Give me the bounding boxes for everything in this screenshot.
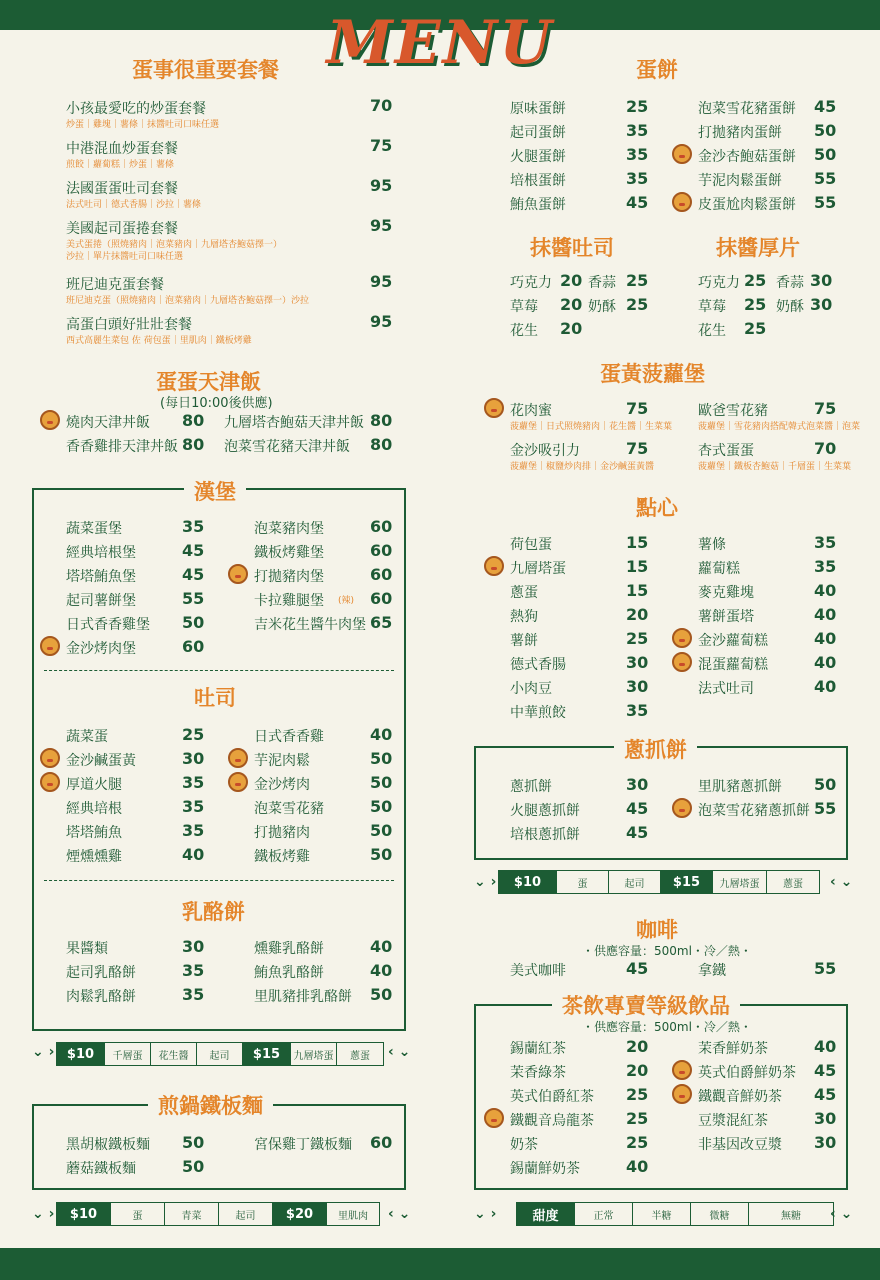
item-name: 法式吐司 [698, 681, 754, 697]
item-price: 35 [182, 961, 205, 980]
item-name: 錫蘭鮮奶茶 [510, 1161, 580, 1177]
item-price: 50 [814, 145, 837, 164]
item-name: 金沙杏鮑菇蛋餅 [698, 149, 796, 165]
chevron-icon: ‹ ⌄ [830, 874, 853, 890]
item-name: 黑胡椒鐵板麵 [66, 1137, 150, 1153]
addon-option: 起司 [609, 871, 661, 893]
item-price: 30 [182, 937, 205, 956]
item-name: 蔬菜蛋堡 [66, 521, 122, 537]
set-name: 高蛋白頭好壯壯套餐 [66, 317, 192, 333]
addon-option: 蛋 [111, 1203, 165, 1225]
item-name: 草莓 [698, 299, 726, 315]
item-name: 茉香綠茶 [510, 1065, 566, 1081]
item-name: 蔬菜蛋 [66, 729, 108, 745]
item-name: 鐵觀音鮮奶茶 [698, 1089, 782, 1105]
item-price: 50 [370, 797, 393, 816]
toast-title: 吐司 [194, 686, 236, 710]
item-price: 40 [814, 629, 837, 648]
item-name: 金沙烤肉堡 [66, 641, 136, 657]
item-name: 泡菜豬肉堡 [254, 521, 324, 537]
item-name: 英式伯爵鮮奶茶 [698, 1065, 796, 1081]
item-price: 30 [182, 749, 205, 768]
item-name: 茉香鮮奶茶 [698, 1041, 768, 1057]
addon-option: 起司 [219, 1203, 273, 1225]
item-name: 蘑菇鐵板麵 [66, 1161, 136, 1177]
item-price: 45 [814, 1085, 837, 1104]
addon-options-1 [56, 1042, 384, 1066]
item-name: 歐爸雪花豬 [698, 403, 768, 419]
set-desc: 沙拉｜單片抹醬吐司口味任選 [66, 252, 184, 262]
set-name: 美國起司蛋捲套餐 [66, 221, 178, 237]
set-price: 95 [370, 312, 393, 331]
item-name: 錫蘭紅茶 [510, 1041, 566, 1057]
item-name: 熱狗 [510, 609, 538, 625]
item-price: 25 [626, 629, 649, 648]
item-name: 香香雞排天津丼飯 [66, 439, 178, 455]
set-desc: 煎餃｜蘿蔔糕｜炒蛋｜薯條 [66, 160, 175, 170]
chevron-icon: ⌄ › [32, 1044, 55, 1060]
addon-option: 里肌肉 [338, 1210, 368, 1222]
item-desc: 菠蘿堡｜雪花豬肉搭配韓式泡菜醬｜泡菜 [698, 422, 861, 432]
coffee-title: 咖啡 [636, 918, 678, 942]
item-price: 35 [626, 169, 649, 188]
egg-mascot-icon [672, 1084, 692, 1104]
item-price: 35 [814, 533, 837, 552]
item-price: 40 [626, 1157, 649, 1176]
item-desc: 菠蘿堡｜椒鹽炒肉排｜金沙鹹蛋黃醬 [510, 462, 655, 472]
item-price: 60 [370, 1133, 393, 1152]
item-price: 35 [182, 773, 205, 792]
item-price: 30 [814, 1109, 837, 1128]
item-price: 20 [560, 319, 583, 338]
egg-mascot-icon [672, 798, 692, 818]
egg-mascot-icon [40, 410, 60, 430]
item-price: 20 [626, 605, 649, 624]
addon-option: 九層塔蛋 [713, 871, 767, 893]
item-name: 拿鐵 [698, 963, 726, 979]
item-name: 日式香香雞堡 [66, 617, 150, 633]
item-price: 50 [370, 845, 393, 864]
chevron-icon: ⌄ › [474, 1206, 497, 1222]
item-price: 60 [370, 517, 393, 536]
item-price: 60 [370, 541, 393, 560]
item-name: 燒肉天津丼飯 [66, 415, 150, 431]
item-name: 泡菜雪花豬蛋餅 [698, 101, 796, 117]
item-name: 花肉蜜 [510, 403, 552, 419]
addon-options-2 [56, 1202, 380, 1226]
noodle-title: 煎鍋鐵板麵 [148, 1090, 273, 1120]
item-price: 45 [182, 541, 205, 560]
item-price: 30 [814, 1133, 837, 1152]
item-price: 35 [626, 121, 649, 140]
sugar-option: 正常 [575, 1203, 633, 1225]
egg-mascot-icon [484, 1108, 504, 1128]
item-name: 香蒜 [776, 275, 804, 291]
sets-title: 蛋事很重要套餐 [132, 58, 279, 82]
set-price: 70 [370, 96, 393, 115]
item-price: 35 [814, 557, 837, 576]
item-name: 金沙烤肉 [254, 777, 310, 793]
item-price: 25 [626, 97, 649, 116]
item-price: 45 [182, 565, 205, 584]
item-price: 20 [560, 271, 583, 290]
item-price: 15 [626, 533, 649, 552]
item-price: 25 [626, 1109, 649, 1128]
item-price: 30 [810, 271, 833, 290]
item-price: 45 [814, 1061, 837, 1080]
item-name: 經典培根 [66, 801, 122, 817]
item-name: 混蛋蘿蔔糕 [698, 657, 768, 673]
item-price: 55 [814, 799, 837, 818]
item-price: 55 [814, 959, 837, 978]
sugar-option: 半糖 [633, 1203, 691, 1225]
item-price: 50 [182, 1133, 205, 1152]
item-name: 薯餅 [510, 633, 538, 649]
item-price: 15 [626, 557, 649, 576]
item-name: 鮪魚蛋餅 [510, 197, 566, 213]
sugar-option: 無糖 [781, 1210, 801, 1222]
item-price: 25 [744, 319, 767, 338]
addon-option: 九層塔蛋 [291, 1043, 337, 1065]
item-name: 起司蛋餅 [510, 125, 566, 141]
item-price: 15 [626, 581, 649, 600]
item-name: 厚道火腿 [66, 777, 122, 793]
item-desc: 菠蘿堡｜鐵板杏鮑菇｜千層蛋｜生菜葉 [698, 462, 852, 472]
set-name: 小孩最愛吃的炒蛋套餐 [66, 101, 206, 117]
set-desc: 西式高麗生菜包 佐 荷包蛋｜里肌肉｜鐵板烤雞 [66, 336, 252, 346]
addon-price: $10 [57, 1203, 111, 1225]
item-price: 50 [182, 1157, 205, 1176]
bottom-bar [0, 1248, 880, 1280]
item-price: 40 [370, 937, 393, 956]
item-price: 75 [814, 399, 837, 418]
item-name: 里肌豬排乳酪餅 [254, 989, 352, 1005]
item-name: 金沙鹹蛋黃 [66, 753, 136, 769]
item-price: 40 [370, 961, 393, 980]
item-tag: (辣) [338, 596, 355, 606]
item-name: 杏式蛋蛋 [698, 443, 754, 459]
item-name: 煙燻燻雞 [66, 849, 122, 865]
item-price: 50 [370, 773, 393, 792]
item-name: 里肌豬蔥抓餅 [698, 779, 782, 795]
item-name: 鮪魚乳酪餅 [254, 965, 324, 981]
item-price: 40 [814, 605, 837, 624]
scallion-title: 蔥抓餅 [614, 734, 697, 764]
item-name: 鐵板烤雞 [254, 849, 310, 865]
item-name: 鐵板烤雞堡 [254, 545, 324, 561]
egg-mascot-icon [228, 772, 248, 792]
addon-price: $20 [273, 1203, 327, 1225]
item-name: 德式香腸 [510, 657, 566, 673]
item-name: 塔塔鮪魚 [66, 825, 122, 841]
item-price: 40 [182, 845, 205, 864]
item-name: 中華煎餃 [510, 705, 566, 721]
item-name: 泡菜雪花豬天津丼飯 [224, 439, 350, 455]
item-price: 50 [370, 749, 393, 768]
item-price: 25 [744, 295, 767, 314]
item-name: 卡拉雞腿堡 [254, 593, 324, 609]
item-name: 蔥抓餅 [510, 779, 552, 795]
tea-title: 茶飲專賣等級飲品 [552, 990, 740, 1020]
item-price: 80 [370, 411, 393, 430]
item-name: 巧克力 [698, 275, 740, 291]
tea-note: ・供應容量：500ml・冷／熱・ [582, 1020, 752, 1034]
item-name: 日式香香雞 [254, 729, 324, 745]
item-price: 25 [626, 1085, 649, 1104]
sugar-option: 微糖 [691, 1203, 749, 1225]
item-price: 40 [814, 1037, 837, 1056]
item-name: 蘿蔔糕 [698, 561, 740, 577]
item-name: 培根蔥抓餅 [510, 827, 580, 843]
tianjin-note: (每日10:00後供應) [160, 396, 273, 411]
item-name: 金沙吸引力 [510, 443, 580, 459]
item-name: 芋泥肉鬆 [254, 753, 310, 769]
item-price: 40 [814, 653, 837, 672]
addon-option: 蔥蛋 [350, 1050, 370, 1062]
item-price: 35 [182, 797, 205, 816]
item-name: 塔塔鮪魚堡 [66, 569, 136, 585]
item-name: 英式伯爵紅茶 [510, 1089, 594, 1105]
set-price: 95 [370, 272, 393, 291]
item-price: 30 [626, 775, 649, 794]
item-price: 40 [814, 581, 837, 600]
item-price: 35 [182, 985, 205, 1004]
egg-mascot-icon [40, 636, 60, 656]
egg-mascot-icon [484, 398, 504, 418]
item-price: 40 [370, 725, 393, 744]
mtoast-title: 抹醬吐司 [530, 236, 614, 260]
item-price: 50 [370, 821, 393, 840]
item-price: 75 [626, 439, 649, 458]
chevron-icon: ‹ ⌄ [388, 1044, 411, 1060]
yolk-title: 蛋黃菠蘿堡 [600, 362, 705, 386]
set-name: 中港混血炒蛋套餐 [66, 141, 178, 157]
item-name: 九層塔蛋 [510, 561, 566, 577]
item-name: 麥克雞塊 [698, 585, 754, 601]
item-name: 肉鬆乳酪餅 [66, 989, 136, 1005]
egg-mascot-icon [228, 748, 248, 768]
item-name: 打拋豬肉蛋餅 [698, 125, 782, 141]
chevron-icon: ‹ ⌄ [388, 1206, 411, 1222]
sugar-label: 甜度 [517, 1203, 575, 1225]
item-price: 25 [744, 271, 767, 290]
item-name: 起司乳酪餅 [66, 965, 136, 981]
pancake-title: 蛋餅 [636, 58, 678, 82]
item-price: 50 [814, 775, 837, 794]
item-name: 花生 [698, 323, 726, 339]
item-name: 泡菜雪花豬 [254, 801, 324, 817]
item-price: 45 [626, 823, 649, 842]
egg-mascot-icon [672, 1060, 692, 1080]
egg-mascot-icon [484, 556, 504, 576]
addon-option: 花生醬 [151, 1043, 197, 1065]
divider [44, 670, 394, 671]
egg-mascot-icon [672, 192, 692, 212]
egg-mascot-icon [40, 772, 60, 792]
item-price: 25 [626, 1133, 649, 1152]
item-price: 40 [814, 677, 837, 696]
item-name: 打拋豬肉堡 [254, 569, 324, 585]
item-name: 金沙蘿蔔糕 [698, 633, 768, 649]
item-price: 60 [182, 637, 205, 656]
item-price: 30 [626, 677, 649, 696]
item-price: 20 [626, 1037, 649, 1056]
item-name: 豆漿混紅茶 [698, 1113, 768, 1129]
addon-price: $15 [661, 871, 713, 893]
coffee-note: ・供應容量：500ml・冷／熱・ [582, 944, 752, 958]
item-name: 香蒜 [588, 275, 616, 291]
item-name: 薯餅蛋塔 [698, 609, 754, 625]
item-price: 60 [370, 589, 393, 608]
item-price: 35 [626, 701, 649, 720]
item-name: 經典培根堡 [66, 545, 136, 561]
chevron-icon: ⌄ › [474, 874, 497, 890]
item-name: 果醬類 [66, 941, 108, 957]
item-price: 60 [370, 565, 393, 584]
item-name: 奶茶 [510, 1137, 538, 1153]
item-name: 燻雞乳酪餅 [254, 941, 324, 957]
addon-price: $10 [499, 871, 557, 893]
item-price: 55 [182, 589, 205, 608]
addon-option: 千層蛋 [105, 1043, 151, 1065]
item-desc: 菠蘿堡｜日式照燒豬肉｜花生醬｜生菜葉 [510, 422, 673, 432]
item-name: 奶酥 [588, 299, 616, 315]
item-price: 65 [370, 613, 393, 632]
item-name: 美式咖啡 [510, 963, 566, 979]
item-name: 小肉豆 [510, 681, 552, 697]
item-price: 35 [182, 821, 205, 840]
set-price: 95 [370, 176, 393, 195]
item-name: 荷包蛋 [510, 537, 552, 553]
item-price: 35 [182, 517, 205, 536]
item-name: 泡菜雪花豬蔥抓餅 [698, 803, 810, 819]
item-name: 巧克力 [510, 275, 552, 291]
item-price: 80 [182, 435, 205, 454]
item-price: 50 [814, 121, 837, 140]
item-price: 50 [182, 613, 205, 632]
item-name: 非基因改豆漿 [698, 1137, 782, 1153]
item-price: 45 [626, 799, 649, 818]
divider [44, 880, 394, 881]
item-price: 55 [814, 193, 837, 212]
item-name: 芋泥肉鬆蛋餅 [698, 173, 782, 189]
item-price: 50 [370, 985, 393, 1004]
set-desc: 法式吐司｜德式香腸｜沙拉｜薯條 [66, 200, 202, 210]
menu-logo: MENU [326, 8, 554, 78]
set-desc: 炒蛋｜雞塊｜薯條｜抹醬吐司口味任選 [66, 120, 220, 130]
set-desc: 美式蛋捲（照燒豬肉｜泡菜豬肉｜九層塔杏鮑菇擇一） [66, 240, 283, 250]
addon-price: $10 [57, 1043, 105, 1065]
item-price: 20 [626, 1061, 649, 1080]
cheese-title: 乳酪餅 [182, 900, 245, 924]
item-name: 鐵觀音烏龍茶 [510, 1113, 594, 1129]
item-name: 培根蛋餅 [510, 173, 566, 189]
egg-mascot-icon [672, 652, 692, 672]
item-name: 皮蛋尬肉鬆蛋餅 [698, 197, 796, 213]
item-price: 45 [626, 959, 649, 978]
item-price: 75 [626, 399, 649, 418]
addon-price: $15 [243, 1043, 291, 1065]
burger-title: 漢堡 [184, 476, 246, 506]
egg-mascot-icon [40, 748, 60, 768]
addon-option: 蔥蛋 [783, 878, 803, 890]
item-price: 80 [370, 435, 393, 454]
set-price: 75 [370, 136, 393, 155]
tianjin-title: 蛋蛋天津飯 [156, 370, 261, 394]
mthick-title: 抹醬厚片 [716, 236, 800, 260]
chevron-icon: ⌄ › [32, 1206, 55, 1222]
set-name: 班尼迪克蛋套餐 [66, 277, 164, 293]
item-name: 九層塔杏鮑菇天津丼飯 [224, 415, 364, 431]
item-name: 奶酥 [776, 299, 804, 315]
dim-title: 點心 [636, 496, 678, 520]
sugar-options [516, 1202, 834, 1226]
item-name: 火腿蛋餅 [510, 149, 566, 165]
item-price: 80 [182, 411, 205, 430]
egg-mascot-icon [672, 628, 692, 648]
item-name: 薯條 [698, 537, 726, 553]
item-name: 火腿蔥抓餅 [510, 803, 580, 819]
item-price: 30 [810, 295, 833, 314]
item-price: 45 [814, 97, 837, 116]
item-name: 原味蛋餅 [510, 101, 566, 117]
set-price: 95 [370, 216, 393, 235]
addon-option: 蛋 [557, 871, 609, 893]
egg-mascot-icon [228, 564, 248, 584]
item-price: 20 [560, 295, 583, 314]
item-name: 花生 [510, 323, 538, 339]
item-name: 起司薯餅堡 [66, 593, 136, 609]
addon-option: 青菜 [165, 1203, 219, 1225]
egg-mascot-icon [672, 144, 692, 164]
addon-option: 起司 [197, 1043, 243, 1065]
set-desc: 班尼迪克蛋（照燒豬肉｜泡菜豬肉｜九層塔杏鮑菇擇一）沙拉 [66, 296, 310, 306]
item-name: 打拋豬肉 [254, 825, 310, 841]
item-name: 吉米花生醬牛肉堡 [254, 617, 366, 633]
item-price: 55 [814, 169, 837, 188]
item-price: 25 [626, 271, 649, 290]
chevron-icon: ‹ ⌄ [830, 1206, 853, 1222]
addon-options-3 [498, 870, 820, 894]
item-price: 70 [814, 439, 837, 458]
item-price: 25 [626, 295, 649, 314]
item-price: 45 [626, 193, 649, 212]
item-price: 35 [626, 145, 649, 164]
set-name: 法國蛋蛋吐司套餐 [66, 181, 178, 197]
item-name: 草莓 [510, 299, 538, 315]
item-price: 30 [626, 653, 649, 672]
item-name: 宮保雞丁鐵板麵 [254, 1137, 352, 1153]
item-price: 25 [182, 725, 205, 744]
item-name: 蔥蛋 [510, 585, 538, 601]
